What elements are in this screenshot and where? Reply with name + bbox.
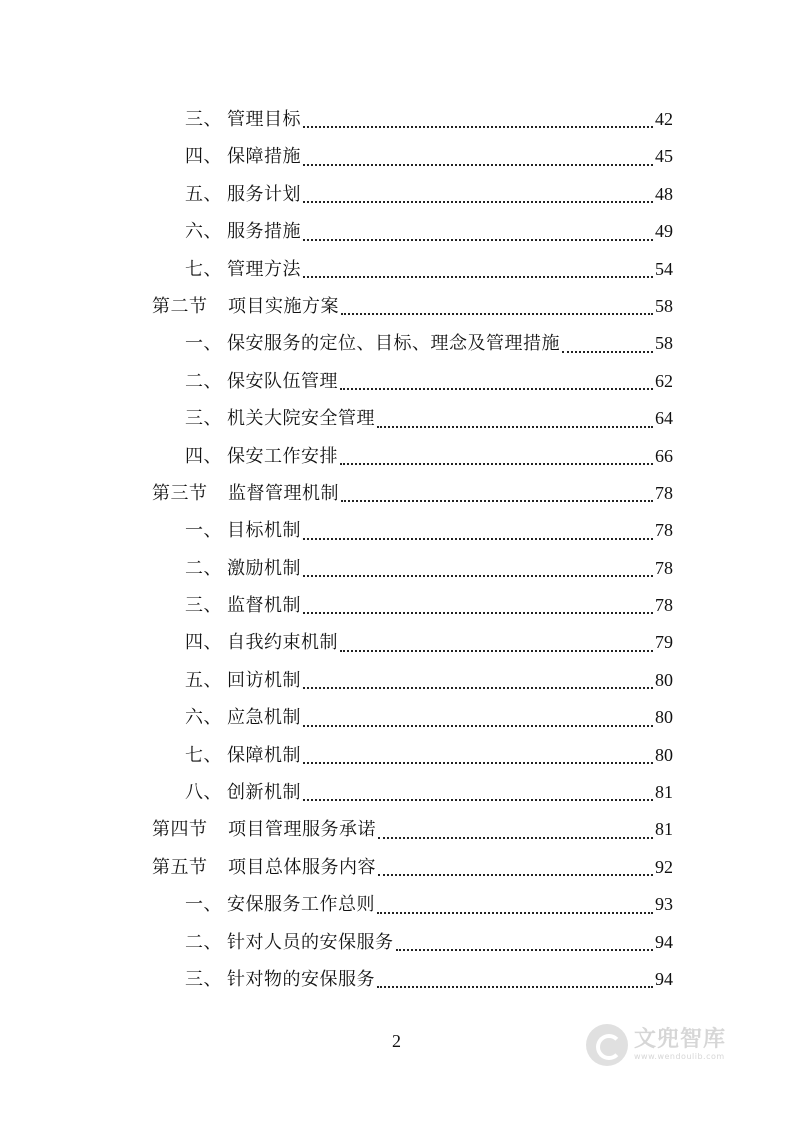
toc-entry[interactable] <box>152 138 673 175</box>
toc-entry-page: 58 <box>655 333 673 354</box>
toc-dot-leader <box>377 426 653 428</box>
toc-dot-leader <box>378 874 653 876</box>
toc-dot-leader <box>340 650 653 652</box>
toc-entry[interactable] <box>152 699 673 736</box>
toc-entry-title: 针对人员的安保服务 <box>227 931 394 953</box>
toc-entry[interactable] <box>152 737 673 774</box>
page-number: 2 <box>392 1031 401 1051</box>
toc-entry-label <box>185 512 301 549</box>
toc-dot-leader <box>303 762 653 764</box>
toc-entry-number: 第四节 <box>152 819 208 841</box>
toc-entry-number: 五、 <box>185 669 222 691</box>
toc-dot-leader <box>377 912 653 914</box>
toc-entry-title: 项目总体服务内容 <box>228 856 376 878</box>
toc-entry-title: 保障机制 <box>227 744 301 766</box>
toc-entry-number: 五、 <box>185 183 222 205</box>
toc-dot-leader <box>303 799 653 801</box>
toc-entry-page: 49 <box>655 221 673 242</box>
toc-entry[interactable] <box>152 886 673 923</box>
toc-entry-label <box>185 138 301 175</box>
toc-entry[interactable] <box>152 624 673 661</box>
toc-dot-leader <box>396 949 654 951</box>
toc-entry-page: 78 <box>655 482 673 503</box>
toc-entry-label <box>185 363 338 400</box>
toc-entry[interactable] <box>152 288 673 325</box>
toc-entry-title: 目标机制 <box>227 520 301 542</box>
toc-entry-label <box>185 699 301 736</box>
watermark <box>586 1017 756 1073</box>
toc-entry-title: 服务计划 <box>227 183 301 205</box>
toc-entry-page: 80 <box>655 744 673 765</box>
toc-entry-page: 93 <box>655 894 673 915</box>
toc-entry-number: 三、 <box>185 108 222 130</box>
toc-entry-page: 80 <box>655 707 673 728</box>
toc-dot-leader <box>303 126 653 128</box>
toc-entry-page: 78 <box>655 520 673 541</box>
toc-entry-title: 监督管理机制 <box>228 482 339 504</box>
toc-entry-title: 安保服务工作总则 <box>227 894 375 916</box>
toc-dot-leader <box>303 239 653 241</box>
toc-entry-number: 三、 <box>185 968 222 990</box>
table-of-contents <box>152 101 673 998</box>
toc-entry-label <box>185 587 301 624</box>
toc-entry[interactable] <box>152 101 673 138</box>
toc-entry-page: 64 <box>655 408 673 429</box>
toc-entry-title: 保安服务的定位、目标、理念及管理措施 <box>227 333 560 355</box>
toc-entry[interactable] <box>152 774 673 811</box>
toc-entry-page: 45 <box>655 146 673 167</box>
toc-entry-label <box>185 438 338 475</box>
toc-entry-number: 第二节 <box>152 295 208 317</box>
toc-dot-leader <box>303 612 653 614</box>
watermark-name: 文兜智库 <box>634 1027 727 1052</box>
toc-entry-page: 94 <box>655 968 673 989</box>
toc-entry-title: 保障措施 <box>227 146 301 168</box>
toc-entry-label <box>185 624 338 661</box>
toc-entry[interactable] <box>152 811 673 848</box>
toc-entry-number: 四、 <box>185 146 222 168</box>
toc-entry-number: 一、 <box>185 894 222 916</box>
toc-entry-title: 创新机制 <box>227 782 301 804</box>
toc-entry-page: 81 <box>655 819 673 840</box>
toc-entry-label <box>185 886 375 923</box>
toc-entry-label <box>185 662 301 699</box>
toc-entry-number: 一、 <box>185 520 222 542</box>
toc-entry-label <box>185 213 301 250</box>
toc-entry-page: 81 <box>655 782 673 803</box>
toc-entry-page: 48 <box>655 183 673 204</box>
toc-entry-label <box>152 849 376 886</box>
toc-entry-number: 六、 <box>185 221 222 243</box>
toc-dot-leader <box>340 463 653 465</box>
toc-entry-number: 八、 <box>185 782 222 804</box>
toc-entry-page: 78 <box>655 557 673 578</box>
toc-entry-page: 66 <box>655 445 673 466</box>
toc-dot-leader <box>303 725 653 727</box>
toc-entry-title: 项目管理服务承诺 <box>228 819 376 841</box>
toc-dot-leader <box>378 837 653 839</box>
toc-entry-label <box>152 475 339 512</box>
toc-entry-number: 四、 <box>185 632 222 654</box>
toc-entry-title: 管理目标 <box>227 108 301 130</box>
toc-entry[interactable] <box>152 662 673 699</box>
toc-entry-label <box>185 325 560 362</box>
toc-dot-leader <box>303 201 653 203</box>
toc-entry-title: 激励机制 <box>227 557 301 579</box>
toc-entry-title: 针对物的安保服务 <box>227 968 375 990</box>
toc-entry[interactable] <box>152 363 673 400</box>
toc-entry[interactable] <box>152 961 673 998</box>
toc-entry[interactable] <box>152 251 673 288</box>
toc-entry-title: 自我约束机制 <box>227 632 338 654</box>
toc-entry-page: 42 <box>655 108 673 129</box>
toc-entry-title: 监督机制 <box>227 595 301 617</box>
toc-entry[interactable] <box>152 475 673 512</box>
toc-entry-page: 79 <box>655 632 673 653</box>
toc-entry[interactable] <box>152 400 673 437</box>
toc-entry-label <box>185 737 301 774</box>
toc-dot-leader <box>303 276 653 278</box>
toc-entry[interactable] <box>152 325 673 362</box>
toc-dot-leader <box>303 687 653 689</box>
toc-entry-title: 机关大院安全管理 <box>227 408 375 430</box>
toc-entry[interactable] <box>152 512 673 549</box>
watermark-url: www.wendoulib.com <box>634 1052 725 1061</box>
toc-entry-page: 62 <box>655 370 673 391</box>
toc-entry-page: 58 <box>655 295 673 316</box>
toc-entry-label <box>185 101 301 138</box>
toc-entry-number: 一、 <box>185 333 222 355</box>
toc-entry-page: 80 <box>655 669 673 690</box>
watermark-logo-icon <box>586 1024 628 1066</box>
toc-entry[interactable] <box>152 849 673 886</box>
toc-entry-title: 服务措施 <box>227 221 301 243</box>
toc-entry-title: 管理方法 <box>227 258 301 280</box>
toc-dot-leader <box>303 164 653 166</box>
toc-entry-title: 应急机制 <box>227 707 301 729</box>
toc-entry[interactable] <box>152 550 673 587</box>
toc-dot-leader <box>562 351 653 353</box>
toc-entry-page: 94 <box>655 931 673 952</box>
toc-entry-label <box>185 550 301 587</box>
toc-entry[interactable] <box>152 587 673 624</box>
toc-entry[interactable] <box>152 176 673 213</box>
toc-entry-title: 保安队伍管理 <box>227 370 338 392</box>
toc-entry-number: 二、 <box>185 370 222 392</box>
toc-entry-number: 七、 <box>185 744 222 766</box>
toc-dot-leader <box>341 500 653 502</box>
toc-entry[interactable] <box>152 213 673 250</box>
toc-entry-page: 78 <box>655 595 673 616</box>
toc-entry-label <box>185 961 375 998</box>
toc-entry[interactable] <box>152 924 673 961</box>
toc-entry-label <box>185 924 394 961</box>
toc-entry-number: 二、 <box>185 557 222 579</box>
toc-dot-leader <box>340 388 653 390</box>
toc-entry-label <box>152 811 376 848</box>
toc-entry-label <box>152 288 339 325</box>
toc-entry-label <box>185 251 301 288</box>
toc-entry-number: 第三节 <box>152 482 208 504</box>
toc-entry-number: 七、 <box>185 258 222 280</box>
toc-entry-page: 54 <box>655 258 673 279</box>
toc-entry-label <box>185 400 375 437</box>
toc-entry-label <box>185 774 301 811</box>
toc-entry-title: 保安工作安排 <box>227 445 338 467</box>
toc-entry-number: 三、 <box>185 408 222 430</box>
toc-entry-number: 二、 <box>185 931 222 953</box>
toc-entry-page: 92 <box>655 856 673 877</box>
toc-dot-leader <box>341 313 653 315</box>
toc-entry-label <box>185 176 301 213</box>
toc-entry-number: 四、 <box>185 445 222 467</box>
toc-entry[interactable] <box>152 438 673 475</box>
toc-entry-number: 第五节 <box>152 856 208 878</box>
toc-dot-leader <box>377 986 653 988</box>
toc-dot-leader <box>303 575 653 577</box>
toc-dot-leader <box>303 538 653 540</box>
toc-entry-number: 三、 <box>185 595 222 617</box>
toc-entry-number: 六、 <box>185 707 222 729</box>
toc-entry-title: 项目实施方案 <box>228 295 339 317</box>
toc-entry-title: 回访机制 <box>227 669 301 691</box>
